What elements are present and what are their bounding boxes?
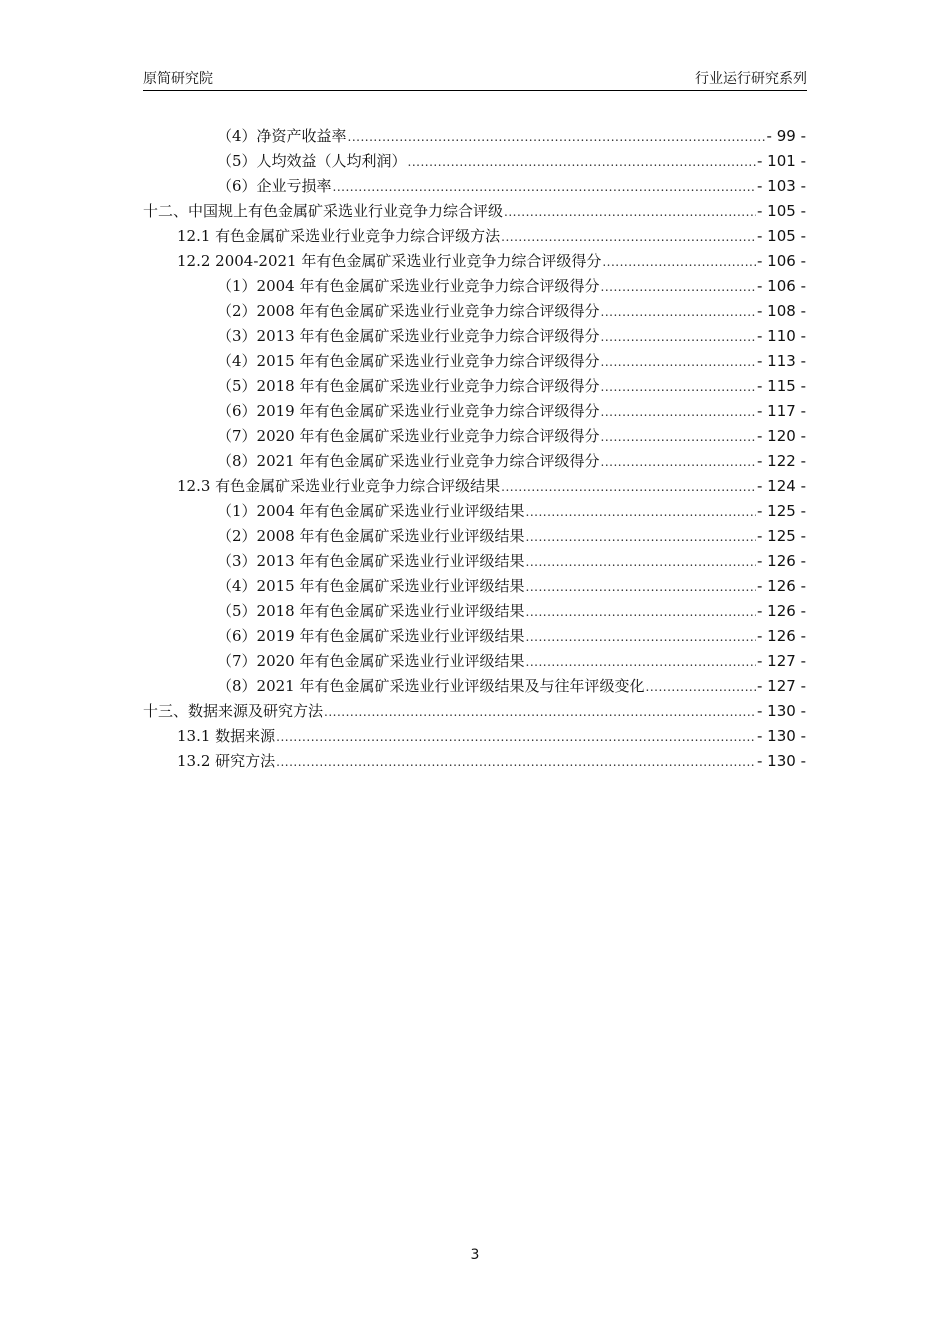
toc-entry-title: （7）2020 年有色金属矿采选业行业竞争力综合评级得分 <box>217 427 600 445</box>
toc-leader-dots <box>601 350 757 375</box>
toc-entry-page: - 126 - <box>757 602 806 620</box>
toc-leader-dots <box>602 250 756 275</box>
toc-entry-title: （5）人均效益（人均利润） <box>217 152 407 170</box>
toc-leader-dots <box>526 525 757 550</box>
toc-entry-page: - 113 - <box>757 352 806 370</box>
toc-entry-page: - 105 - <box>757 202 806 220</box>
toc-section-entry[interactable] <box>177 474 806 499</box>
toc-entry[interactable] <box>217 624 806 649</box>
toc-entry-page: - 101 - <box>757 152 806 170</box>
toc-entry-title: 十三、数据来源及研究方法 <box>143 702 324 720</box>
toc-entry-page: - 103 - <box>757 177 806 195</box>
toc-entry-title: （1）2004 年有色金属矿采选业行业评级结果 <box>217 502 525 520</box>
toc-entry-page: - 117 - <box>757 402 806 420</box>
toc-entry[interactable] <box>217 349 806 374</box>
toc-entry[interactable] <box>217 274 806 299</box>
toc-entry[interactable] <box>217 499 806 524</box>
toc-leader-dots <box>526 550 757 575</box>
toc-leader-dots <box>333 175 756 200</box>
toc-section-entry[interactable] <box>177 224 806 249</box>
toc-leader-dots <box>526 650 757 675</box>
toc-entry-page: - 125 - <box>757 527 806 545</box>
toc-entry-title: （6）2019 年有色金属矿采选业行业竞争力综合评级得分 <box>217 402 600 420</box>
toc-entry[interactable] <box>217 599 806 624</box>
toc-entry[interactable] <box>217 149 806 174</box>
toc-leader-dots <box>526 600 757 625</box>
toc-entry-page: - 115 - <box>757 377 806 395</box>
toc-entry[interactable] <box>217 399 806 424</box>
toc-entry-page: - 130 - <box>757 752 806 770</box>
toc-entry[interactable] <box>217 674 806 699</box>
toc-leader-dots <box>601 425 757 450</box>
toc-entry-title: 13.1 数据来源 <box>177 727 276 745</box>
toc-section-entry[interactable] <box>177 724 806 749</box>
toc-entry-page: - 99 - <box>766 127 806 145</box>
toc-leader-dots <box>601 275 757 300</box>
toc-entry-page: - 126 - <box>757 577 806 595</box>
toc-leader-dots <box>601 400 757 425</box>
toc-entry-page: - 125 - <box>757 502 806 520</box>
toc-entry-title: （5）2018 年有色金属矿采选业行业评级结果 <box>217 602 525 620</box>
toc-entry-title: （4）2015 年有色金属矿采选业行业评级结果 <box>217 577 525 595</box>
toc-entry-title: （3）2013 年有色金属矿采选业行业竞争力综合评级得分 <box>217 327 600 345</box>
toc-entry-title: （6）2019 年有色金属矿采选业行业评级结果 <box>217 627 525 645</box>
toc-entry-title: 12.3 有色金属矿采选业行业竞争力综合评级结果 <box>177 477 501 495</box>
toc-entry-page: - 122 - <box>757 452 806 470</box>
toc-leader-dots <box>348 125 766 150</box>
toc-entry-title: （8）2021 年有色金属矿采选业行业评级结果及与往年评级变化 <box>217 677 645 695</box>
toc-leader-dots <box>408 150 756 175</box>
header-org-name: 原简研究院 <box>143 71 213 87</box>
toc-leader-dots <box>276 750 756 775</box>
toc-leader-dots <box>276 725 756 750</box>
toc-entry[interactable] <box>217 649 806 674</box>
toc-entry-title: （7）2020 年有色金属矿采选业行业评级结果 <box>217 652 525 670</box>
toc-entry-page: - 126 - <box>757 627 806 645</box>
toc-leader-dots <box>324 700 756 725</box>
toc-entry-title: （2）2008 年有色金属矿采选业行业评级结果 <box>217 527 525 545</box>
toc-leader-dots <box>601 450 757 475</box>
toc-leader-dots <box>601 300 757 325</box>
toc-entry[interactable] <box>217 324 806 349</box>
toc-entry[interactable] <box>217 574 806 599</box>
header-series-name: 行业运行研究系列 <box>695 71 807 87</box>
toc-entry-page: - 106 - <box>757 252 806 270</box>
toc-section-entry[interactable] <box>177 749 806 774</box>
toc-entry-page: - 126 - <box>757 552 806 570</box>
toc-entry-title: （4）2015 年有色金属矿采选业行业竞争力综合评级得分 <box>217 352 600 370</box>
toc-entry-page: - 127 - <box>757 652 806 670</box>
toc-entry-page: - 127 - <box>757 677 806 695</box>
toc-entry-page: - 106 - <box>757 277 806 295</box>
toc-entry-title: （3）2013 年有色金属矿采选业行业评级结果 <box>217 552 525 570</box>
toc-leader-dots <box>526 625 757 650</box>
toc-entry[interactable] <box>217 424 806 449</box>
toc-entry-title: 十二、中国规上有色金属矿采选业行业竞争力综合评级 <box>143 202 504 220</box>
toc-entry-page: - 108 - <box>757 302 806 320</box>
toc-entry[interactable] <box>217 449 806 474</box>
toc-leader-dots <box>526 500 757 525</box>
toc-entry[interactable] <box>217 524 806 549</box>
toc-section-entry[interactable] <box>177 249 806 274</box>
toc-entry-page: - 130 - <box>757 727 806 745</box>
toc-entry[interactable] <box>217 299 806 324</box>
toc-entry-page: - 120 - <box>757 427 806 445</box>
toc-entry-page: - 105 - <box>757 227 806 245</box>
toc-leader-dots <box>526 575 757 600</box>
toc-entry-title: （6）企业亏损率 <box>217 177 332 195</box>
toc-chapter-entry[interactable] <box>143 199 806 224</box>
toc-entry-title: （2）2008 年有色金属矿采选业行业竞争力综合评级得分 <box>217 302 600 320</box>
toc-leader-dots <box>646 675 757 700</box>
toc-entry-title: 13.2 研究方法 <box>177 752 276 770</box>
toc-entry-title: （8）2021 年有色金属矿采选业行业竞争力综合评级得分 <box>217 452 600 470</box>
page-header <box>143 66 807 91</box>
toc-entry-page: - 124 - <box>757 477 806 495</box>
toc-entry-title: 12.2 2004-2021 年有色金属矿采选业行业竞争力综合评级得分 <box>177 252 602 270</box>
toc-entry[interactable] <box>217 549 806 574</box>
toc-entry-title: 12.1 有色金属矿采选业行业竞争力综合评级方法 <box>177 227 501 245</box>
toc-chapter-entry[interactable] <box>143 699 806 724</box>
toc-entry[interactable] <box>217 124 806 149</box>
toc-entry-page: - 130 - <box>757 702 806 720</box>
toc-entry[interactable] <box>217 174 806 199</box>
toc-leader-dots <box>601 325 757 350</box>
toc-leader-dots <box>501 225 756 250</box>
toc-leader-dots <box>601 375 757 400</box>
toc-entry-title: （5）2018 年有色金属矿采选业行业竞争力综合评级得分 <box>217 377 600 395</box>
page-number: 3 <box>470 1247 480 1263</box>
toc-leader-dots <box>504 200 756 225</box>
toc-entry[interactable] <box>217 374 806 399</box>
toc-leader-dots <box>501 475 756 500</box>
toc-entry-page: - 110 - <box>757 327 806 345</box>
toc-entry-title: （4）净资产收益率 <box>217 127 347 145</box>
toc-entry-title: （1）2004 年有色金属矿采选业行业竞争力综合评级得分 <box>217 277 600 295</box>
